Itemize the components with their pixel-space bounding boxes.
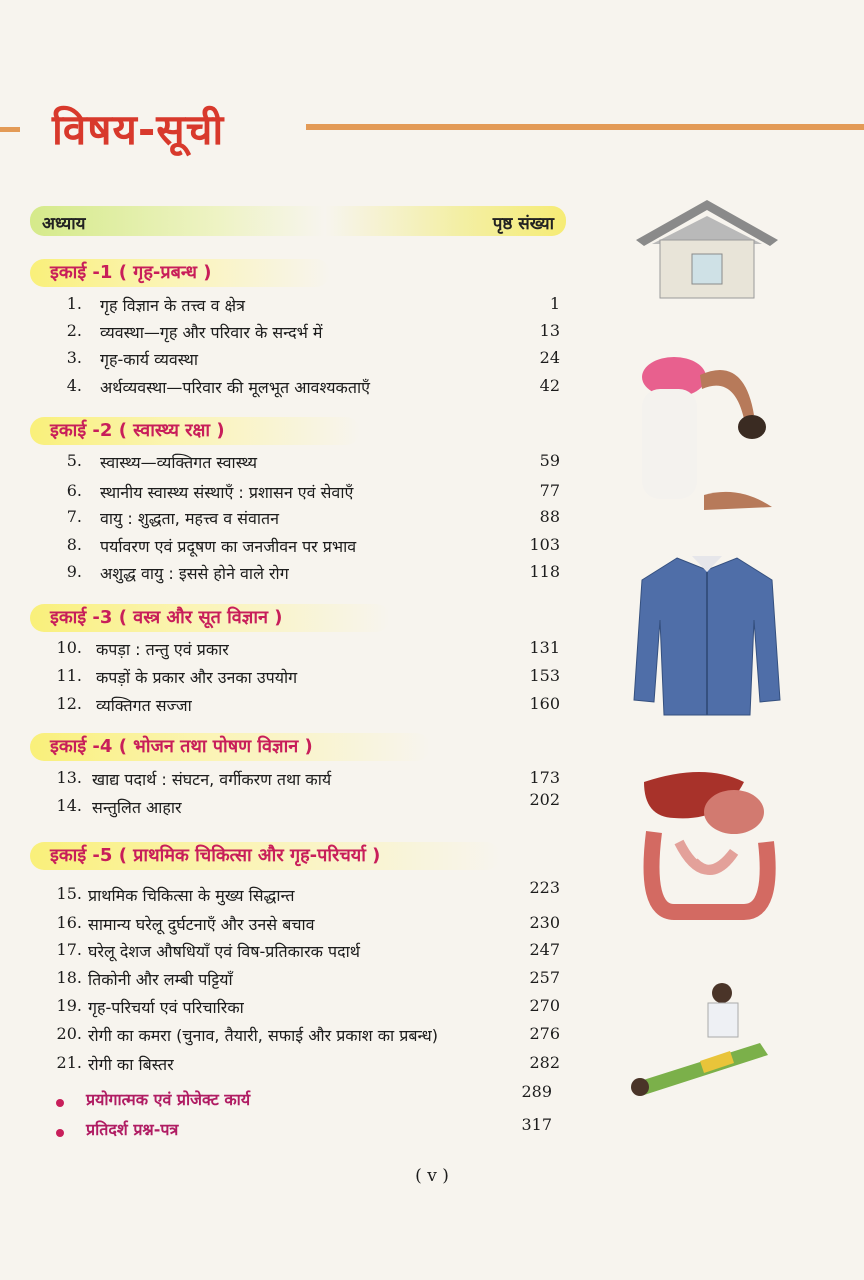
toc-row	[0, 666, 600, 692]
toc-row	[0, 294, 600, 320]
toc-row	[0, 940, 600, 966]
chapter-page: 160	[529, 694, 560, 713]
chapter-title: स्वास्थ्य—व्यक्तिगत स्वास्थ्य	[100, 453, 258, 472]
chapter-page: 153	[529, 666, 560, 685]
yoga-head	[738, 415, 766, 439]
extra-item-page: 317	[521, 1115, 552, 1134]
chapter-number: 21.	[56, 1053, 82, 1072]
chapter-page: 270	[529, 996, 560, 1015]
toc-row	[0, 878, 600, 910]
shirt-illustration	[632, 550, 782, 720]
toc-row	[0, 348, 600, 374]
toc-row	[0, 1024, 600, 1050]
chapter-title: तिकोनी और लम्बी पट्टियाँ	[88, 970, 233, 989]
chapter-number: 18.	[56, 968, 82, 987]
chapter-page: 131	[529, 638, 560, 657]
patient-body	[634, 1043, 768, 1095]
bullet-icon	[56, 1129, 64, 1137]
unit-5-heading: इकाई -5 ( प्राथमिक चिकित्सा और गृह-परिचर्या )	[30, 842, 500, 870]
chapter-page: 77	[539, 481, 560, 500]
chapter-title: कपड़ों के प्रकार और उनका उपयोग	[96, 668, 298, 687]
stomach-shape	[704, 790, 764, 834]
chapter-page: 276	[529, 1024, 560, 1043]
title-rule-right	[306, 124, 864, 130]
toc-row	[0, 638, 600, 664]
toc-row	[0, 968, 600, 994]
title-row	[0, 100, 864, 170]
toc-row	[0, 562, 600, 588]
chapter-number: 2.	[66, 321, 82, 340]
chapter-page: 59	[539, 451, 560, 470]
chapter-number: 10.	[56, 638, 82, 657]
chapter-number: 13.	[56, 768, 82, 787]
chapter-title: घरेलू देशज औषधियाँ एवं विष-प्रतिकारक पदार्थ	[88, 942, 360, 961]
chapter-title: अर्थव्यवस्था—परिवार की मूलभूत आवश्यकताएँ	[100, 378, 370, 397]
chapter-title: वायु : शुद्धता, महत्त्व व संवातन	[100, 509, 280, 528]
chapter-number: 5.	[66, 451, 82, 470]
yoga-arm	[700, 370, 754, 419]
first-aid-illustration	[630, 975, 780, 1100]
unit-4-heading: इकाई -4 ( भोजन तथा पोषण विज्ञान )	[30, 733, 430, 761]
chapter-title: गृह-कार्य व्यवस्था	[100, 350, 198, 369]
toc-row	[0, 507, 600, 533]
toc-row	[0, 376, 600, 402]
chapter-page: 1	[549, 294, 560, 313]
small-intestine-shape	[679, 842, 734, 870]
title-rule-left	[0, 127, 20, 132]
chapter-page: 282	[529, 1053, 560, 1072]
chapter-number: 6.	[66, 481, 82, 500]
chapter-number: 19.	[56, 996, 82, 1015]
helper-head	[712, 983, 732, 1003]
chapter-page: 24	[539, 348, 560, 367]
chapter-title: रोगी का कमरा (चुनाव, तैयारी, सफाई और प्रकाश का प्रबन्ध)	[88, 1026, 438, 1045]
chapter-title: प्राथमिक चिकित्सा के मुख्य सिद्धान्त	[88, 886, 295, 905]
chapter-title: व्यक्तिगत सज्जा	[96, 696, 192, 715]
chapter-number: 1.	[66, 294, 82, 313]
page-column-header: पृष्ठ संख्या	[492, 214, 554, 234]
toc-row	[0, 790, 600, 822]
chapter-title: पर्यावरण एवं प्रदूषण का जनजीवन पर प्रभाव	[100, 537, 357, 556]
chapter-page: 173	[529, 768, 560, 787]
chapter-number: 14.	[56, 796, 82, 815]
patient-head	[631, 1078, 649, 1096]
chapter-number: 3.	[66, 348, 82, 367]
chapter-title: व्यवस्था—गृह और परिवार के सन्दर्भ में	[100, 323, 323, 342]
chapter-title: गृह-परिचर्या एवं परिचारिका	[88, 998, 244, 1017]
column-header-bar	[30, 206, 566, 236]
unit-3-heading: इकाई -3 ( वस्त्र और सूत विज्ञान )	[30, 604, 390, 632]
chapter-number: 4.	[66, 376, 82, 395]
extra-item-page: 289	[521, 1082, 552, 1101]
chapter-page: 230	[529, 913, 560, 932]
chapter-title: खाद्य पदार्थ : संघटन, वर्गीकरण तथा कार्य	[92, 770, 332, 789]
chapter-title: सामान्य घरेलू दुर्घटनाएँ और उनसे बचाव	[88, 915, 315, 934]
chapter-page: 88	[539, 507, 560, 526]
house-illustration	[632, 196, 782, 306]
chapter-page: 202	[529, 790, 560, 809]
chapter-number: 16.	[56, 913, 82, 932]
toc-row	[0, 535, 600, 561]
helper-body	[708, 1003, 738, 1037]
chapter-number: 17.	[56, 940, 82, 959]
chapter-title: गृह विज्ञान के तत्त्व व क्षेत्र	[100, 296, 245, 315]
chapter-title: कपड़ा : तन्तु एवं प्रकार	[96, 640, 229, 659]
page-number-footer: ( v )	[415, 1166, 449, 1186]
toc-row	[0, 481, 600, 507]
chapter-page: 13	[539, 321, 560, 340]
chapter-number: 20.	[56, 1024, 82, 1043]
chapter-number: 12.	[56, 694, 82, 713]
chapter-title: रोगी का बिस्तर	[88, 1055, 174, 1074]
bullet-icon	[56, 1099, 64, 1107]
chapter-number: 8.	[66, 535, 82, 554]
toc-row	[0, 694, 600, 720]
chapter-title: अशुद्ध वायु : इससे होने वाले रोग	[100, 564, 289, 583]
chapter-page: 247	[529, 940, 560, 959]
chapter-number: 11.	[56, 666, 82, 685]
chapter-column-header: अध्याय	[42, 214, 86, 234]
chapter-number: 7.	[66, 507, 82, 526]
chapter-page: 42	[539, 376, 560, 395]
chapter-title: स्थानीय स्वास्थ्य संस्थाएँ : प्रशासन एवं सेवाएँ	[100, 483, 354, 502]
chapter-page: 257	[529, 968, 560, 987]
digestive-system-illustration	[634, 762, 776, 922]
yoga-feet	[704, 492, 772, 510]
toc-row	[0, 913, 600, 939]
toc-row	[0, 1053, 600, 1079]
chapter-page: 118	[529, 562, 560, 581]
chapter-page: 223	[529, 878, 560, 897]
toc-row	[0, 451, 600, 477]
extra-item-title: प्रयोगात्मक एवं प्रोजेक्ट कार्य	[86, 1090, 251, 1109]
chapter-title: सन्तुलित आहार	[92, 798, 182, 817]
chapter-page: 103	[529, 535, 560, 554]
toc-row	[0, 996, 600, 1022]
chapter-number: 15.	[56, 884, 82, 903]
unit-2-heading: इकाई -2 ( स्वास्थ्य रक्षा )	[30, 417, 360, 445]
yoga-legs	[642, 389, 697, 499]
extra-item-title: प्रतिदर्श प्रश्न-पत्र	[86, 1120, 179, 1139]
chapter-number: 9.	[66, 562, 82, 581]
house-window	[692, 254, 722, 284]
toc-row	[0, 321, 600, 347]
unit-1-heading: इकाई -1 ( गृह-प्रबन्ध )	[30, 259, 330, 287]
yoga-pose-illustration	[634, 345, 774, 515]
page-title: विषय-सूची	[52, 105, 225, 154]
